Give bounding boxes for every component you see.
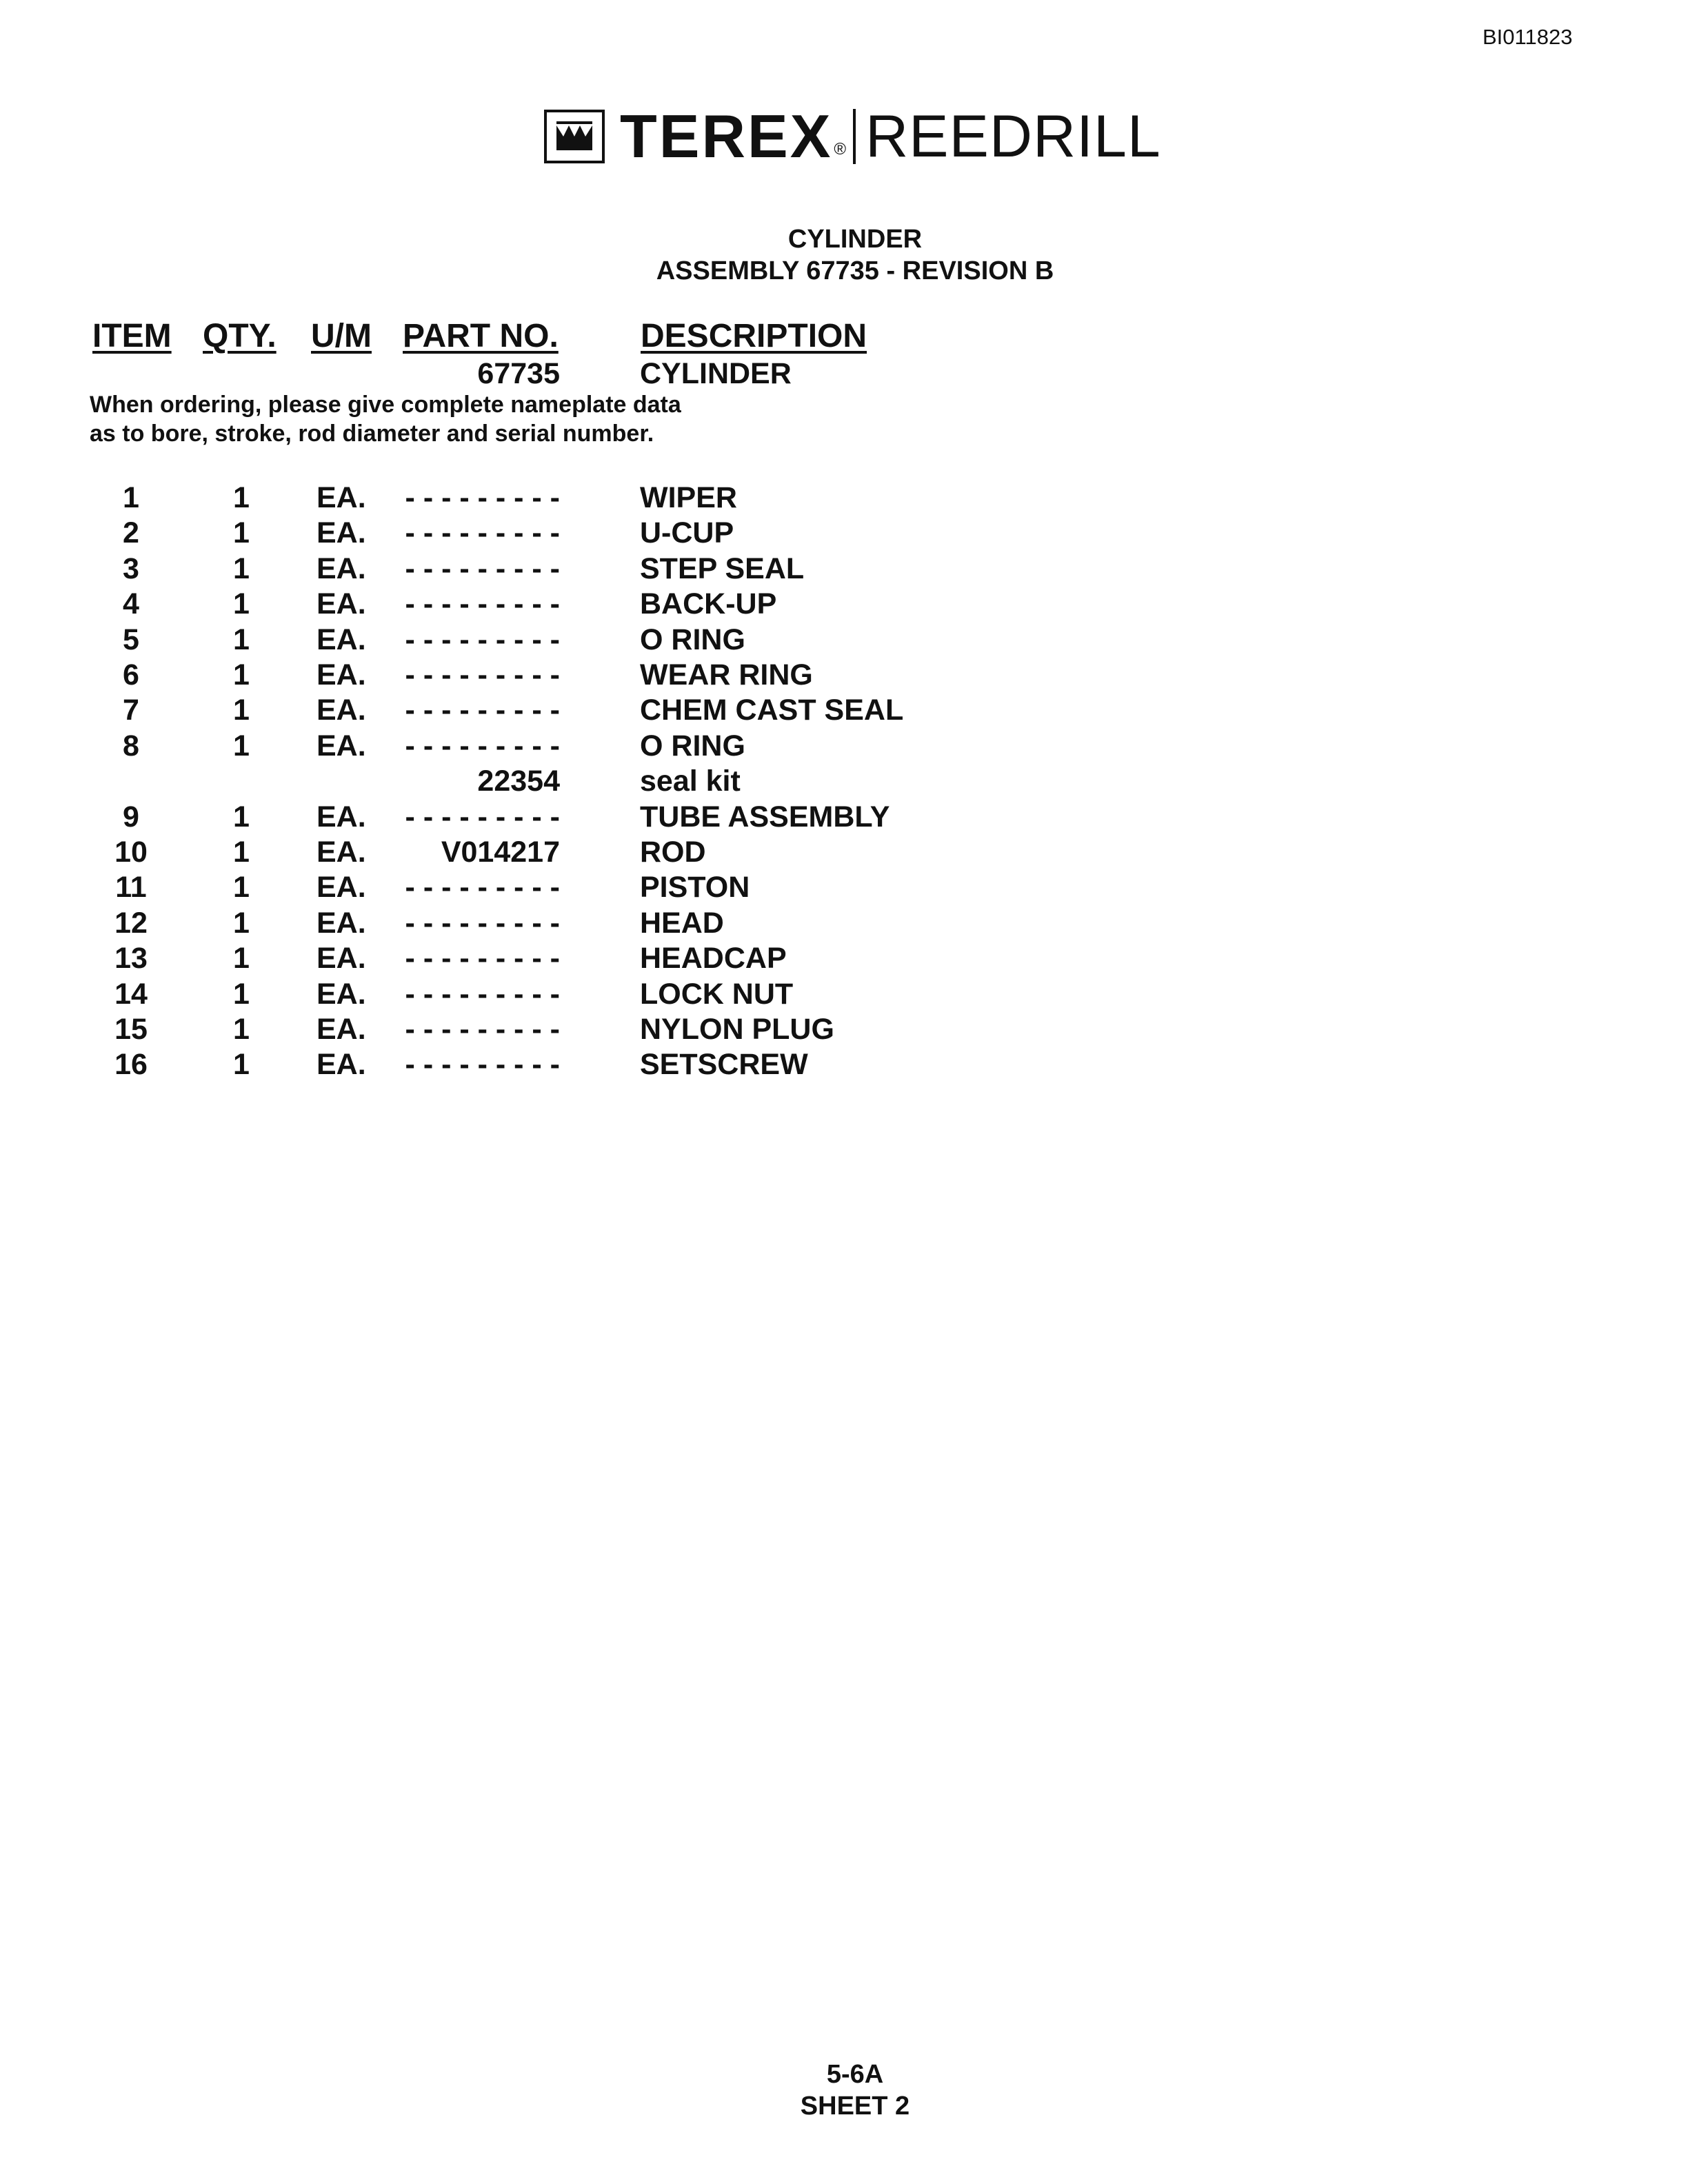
row-item-number: 13 — [114, 942, 148, 975]
row-item-number: 2 — [123, 516, 139, 549]
row-quantity: 1 — [233, 729, 250, 762]
document-id: BI011823 — [1483, 25, 1573, 49]
terex-crown-icon — [544, 110, 605, 163]
row-description: STEP SEAL — [640, 552, 805, 585]
row-description: HEAD — [640, 907, 724, 940]
row-unit: EA. — [316, 516, 366, 549]
row-part-no: - - - - - - - - - — [405, 978, 560, 1011]
row-description: PISTON — [640, 871, 750, 904]
row-quantity: 1 — [233, 1013, 250, 1046]
row-quantity: 1 — [233, 836, 250, 869]
row-description: NYLON PLUG — [640, 1013, 834, 1046]
product-line-name: REEDRILL — [865, 103, 1161, 170]
row-unit: EA. — [316, 552, 366, 585]
row-quantity: 1 — [233, 1048, 250, 1081]
row-quantity: 1 — [233, 907, 250, 940]
header-item: ITEM — [92, 318, 172, 354]
row-part-no: - - - - - - - - - — [405, 481, 560, 514]
row-part-no: - - - - - - - - - — [405, 871, 560, 904]
row-unit: EA. — [316, 623, 366, 656]
row-unit: EA. — [316, 658, 366, 691]
row-description: U-CUP — [640, 516, 734, 549]
assembly-description: CYLINDER — [640, 357, 792, 390]
row-unit: EA. — [316, 800, 366, 833]
row-part-no: - - - - - - - - - — [405, 658, 560, 691]
sheet-number: SHEET 2 — [800, 2092, 910, 2121]
row-unit: EA. — [316, 1048, 366, 1081]
row-description: WEAR RING — [640, 658, 813, 691]
assembly-part-no: 67735 — [477, 357, 560, 390]
row-item-number: 9 — [123, 800, 139, 833]
document-title: CYLINDER — [787, 225, 923, 254]
row-item-number: 16 — [114, 1048, 148, 1081]
row-part-no: V014217 — [441, 836, 560, 869]
row-quantity: 1 — [233, 587, 250, 620]
row-item-number: 12 — [114, 907, 148, 940]
row-unit: EA. — [316, 694, 366, 727]
row-description: CHEM CAST SEAL — [640, 694, 904, 727]
row-quantity: 1 — [233, 871, 250, 904]
row-description: TUBE ASSEMBLY — [640, 800, 890, 833]
row-item-number: 1 — [123, 481, 139, 514]
row-quantity: 1 — [233, 516, 250, 549]
row-quantity: 1 — [233, 552, 250, 585]
header-part-no: PART NO. — [403, 318, 559, 354]
brand-wordmark: TEREX — [620, 102, 833, 170]
row-item-number: 4 — [123, 587, 139, 620]
row-description: O RING — [640, 623, 745, 656]
row-quantity: 1 — [233, 658, 250, 691]
row-unit: EA. — [316, 729, 366, 762]
row-item-number: 7 — [123, 694, 139, 727]
row-unit: EA. — [316, 587, 366, 620]
row-item-number: 15 — [114, 1013, 148, 1046]
terex-reedrill-logo — [544, 102, 1161, 170]
row-part-no: - - - - - - - - - — [405, 516, 560, 549]
page-number: 5-6A — [826, 2060, 884, 2089]
row-part-no: - - - - - - - - - — [405, 552, 560, 585]
row-description: WIPER — [640, 481, 737, 514]
row-quantity: 1 — [233, 481, 250, 514]
row-part-no: - - - - - - - - - — [405, 800, 560, 833]
row-part-no: - - - - - - - - - — [405, 729, 560, 762]
row-item-number: 8 — [123, 729, 139, 762]
row-quantity: 1 — [233, 623, 250, 656]
row-unit: EA. — [316, 942, 366, 975]
row-unit: EA. — [316, 907, 366, 940]
row-part-no: - - - - - - - - - — [405, 1013, 560, 1046]
row-quantity: 1 — [233, 694, 250, 727]
row-item-number: 3 — [123, 552, 139, 585]
row-item-number: 6 — [123, 658, 139, 691]
row-quantity: 1 — [233, 978, 250, 1011]
row-unit: EA. — [316, 1013, 366, 1046]
header-um: U/M — [311, 318, 372, 354]
row-unit: EA. — [316, 481, 366, 514]
row-part-no: - - - - - - - - - — [405, 587, 560, 620]
row-item-number: 11 — [115, 871, 147, 904]
row-part-no: - - - - - - - - - — [405, 623, 560, 656]
row-item-number: 10 — [114, 836, 148, 869]
row-part-no: - - - - - - - - - — [405, 694, 560, 727]
row-quantity: 1 — [233, 942, 250, 975]
row-unit: EA. — [316, 871, 366, 904]
row-item-number: 5 — [123, 623, 139, 656]
ordering-note-line-1: When ordering, please give complete nameplate data — [90, 392, 681, 418]
row-unit: EA. — [316, 836, 366, 869]
row-description: O RING — [640, 729, 745, 762]
header-description: DESCRIPTION — [641, 318, 867, 354]
header-qty: QTY. — [203, 318, 277, 354]
row-description: HEADCAP — [640, 942, 787, 975]
row-part-no: - - - - - - - - - — [405, 907, 560, 940]
ordering-note-line-2: as to bore, stroke, rod diameter and serial number. — [90, 421, 654, 447]
row-description: seal kit — [640, 765, 741, 798]
logo-divider — [853, 109, 856, 164]
row-description: SETSCREW — [640, 1048, 808, 1081]
row-item-number: 14 — [114, 978, 148, 1011]
row-unit: EA. — [316, 978, 366, 1011]
row-description: LOCK NUT — [640, 978, 794, 1011]
registered-mark: ® — [834, 140, 847, 159]
row-part-no: - - - - - - - - - — [405, 942, 560, 975]
row-quantity: 1 — [233, 800, 250, 833]
row-part-no: - - - - - - - - - — [405, 1048, 560, 1081]
row-description: BACK-UP — [640, 587, 777, 620]
document-subtitle: ASSEMBLY 67735 - REVISION B — [656, 256, 1054, 285]
row-part-no: 22354 — [477, 765, 560, 798]
row-description: ROD — [640, 836, 706, 869]
